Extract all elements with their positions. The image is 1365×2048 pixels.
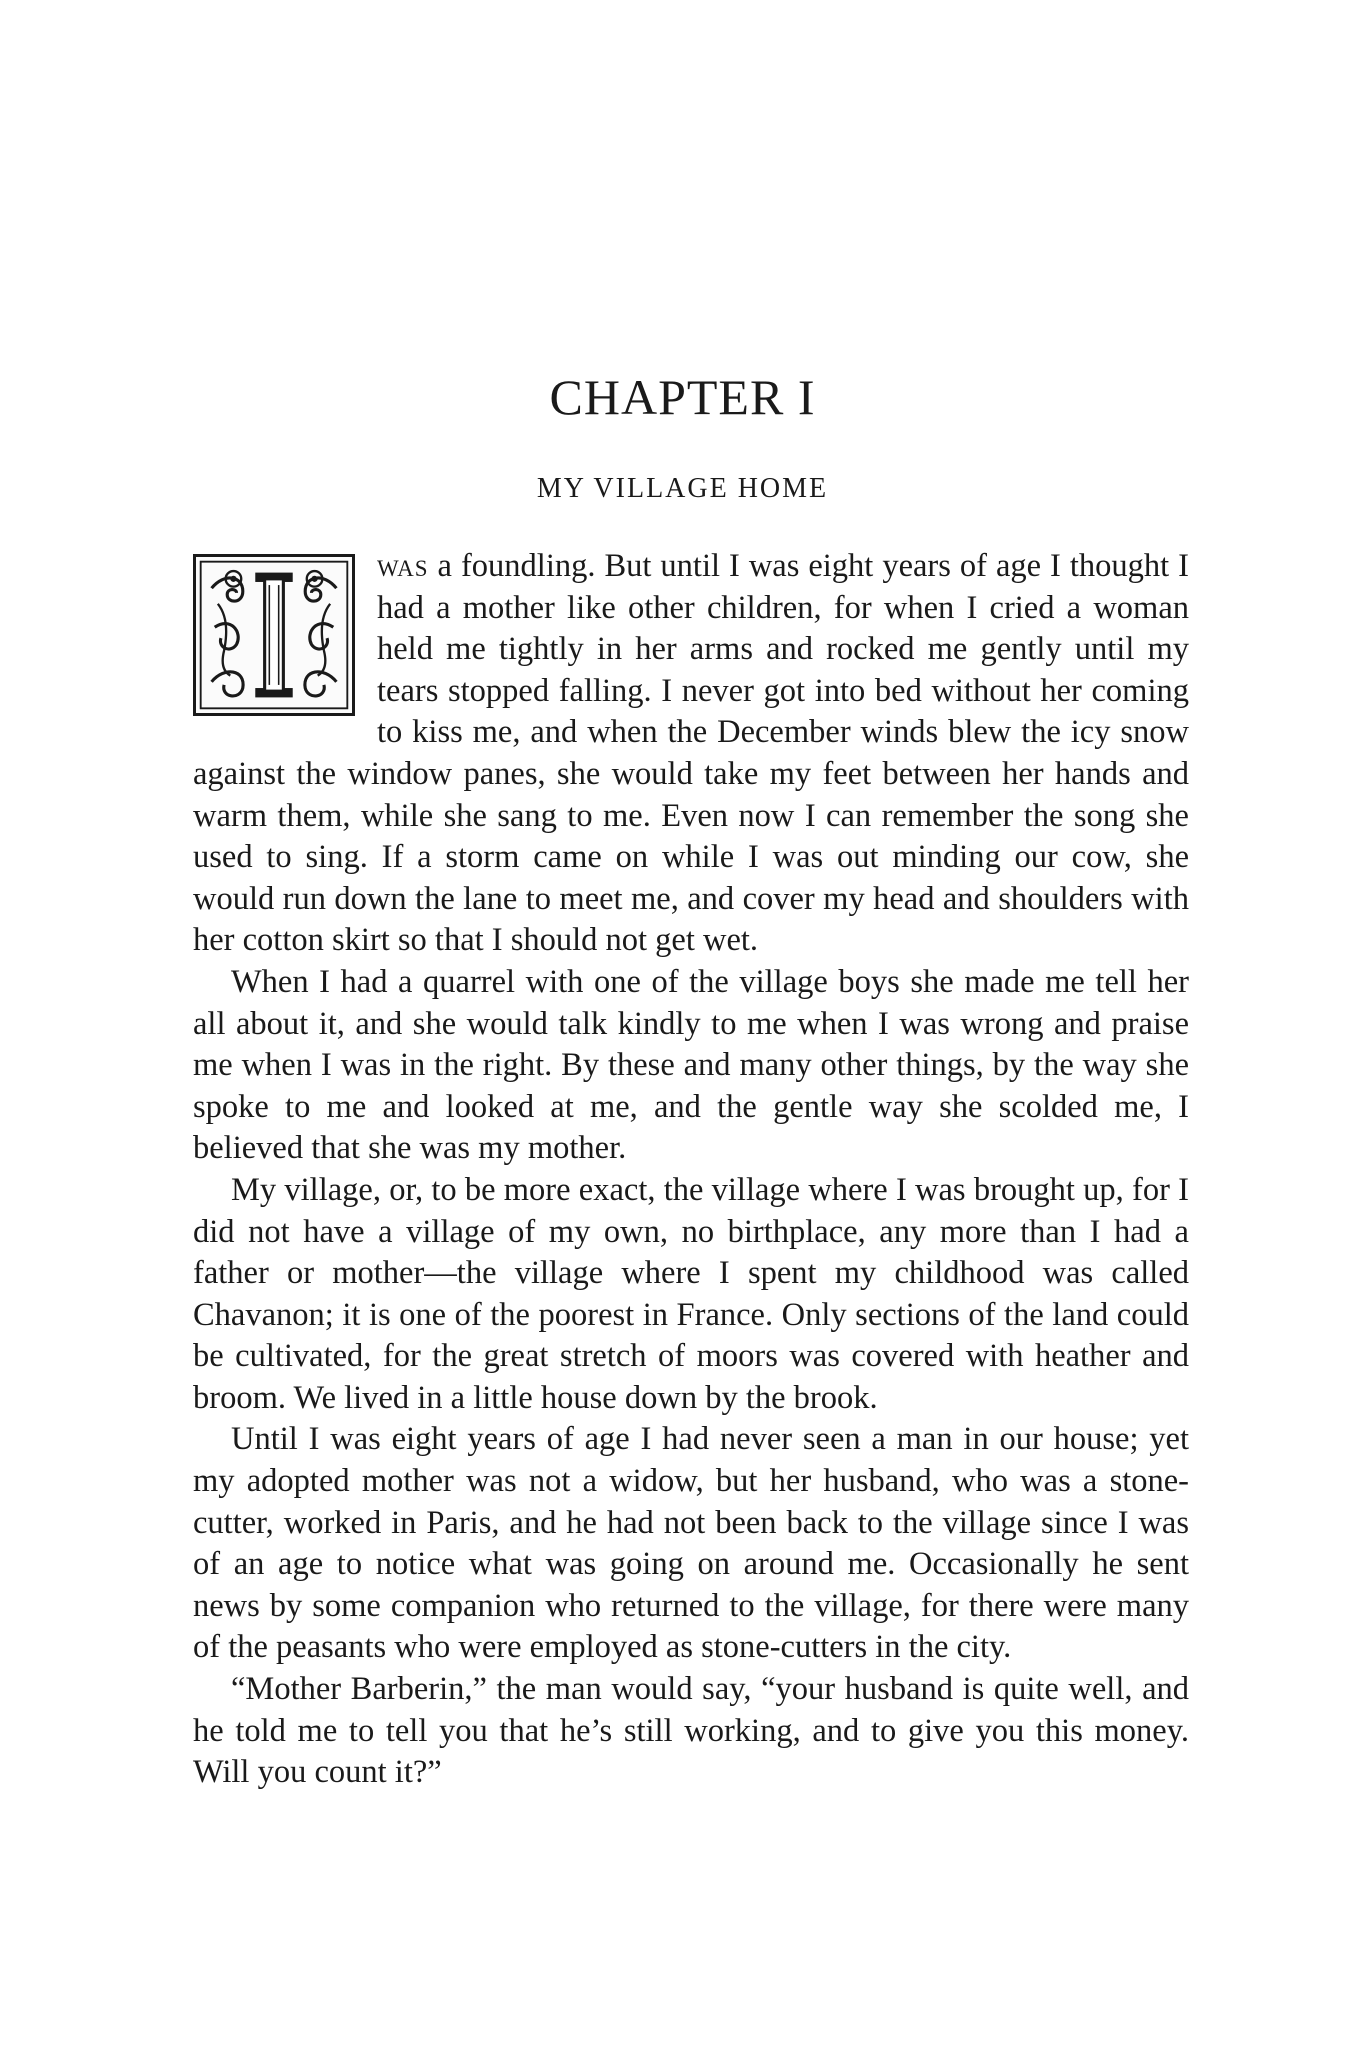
paragraph-text: a foundling. But until I was eight years of age I thought I had a mother like other children, for when I cried a woman held me tightly in her arms and rocked me gently until my tears stopped falling. I never got into bed without her coming to kiss me, and when the December winds blew the icy snow against the window panes, she would take my feet between her hands and warm them, while she sang to me. Even now I can remember the song she used to sing. If a storm came on while I was out minding our cow, she would run down the lane to meet me, and cover my head and shoulders with her cotton skirt so that I should not get wet. [193,548,1189,959]
lead-word: was [377,548,429,584]
paragraph-2: When I had a quarrel with one of the village boys she made me tell her all about it, and she would talk kindly to me when I was wrong and praise me when I was in the right. By these and many other things, by the way she spoke to me and looked at me, and the gentle way she scolded me, I believed that she was my mother. [193,963,1189,1167]
ornamental-dropcap-icon [193,554,355,716]
paragraph-3: My village, or, to be more exact, the village where I was brought up, for I did not have a village of my own, no birthplace, any more than I had a father or mother—the village where I spent my childhood was called Chavanon; it is one of the poorest in France. Only sections of the land could be cultivated, for the great stretch of moors was covered with heather and broom. We lived in a little house down by the brook. [193,1171,1189,1416]
chapter-title: CHAPTER I [549,369,816,425]
chapter-subtitle: MY VILLAGE HOME [536,473,829,504]
paragraph-5: “Mother Barberin,” the man would say, “your husband is quite well, and he told me to tell you that he’s still working, and to give you this money. Will you count it?” [193,1671,1189,1791]
chapter-text [193,546,1189,1794]
paragraph-4: Until I was eight years of age I had never seen a man in our house; yet my adopted mother was not a widow, but her husband, who was a stone-cutter, worked in Paris, and he had not been back to the village since I was of an age to notice what was going on around me. Occasionally he sent news by some companion who returned to the village, for there were many of the peasants who were employed as stone-cutters in the city. [193,1421,1189,1666]
paragraph-1 [193,546,1189,962]
